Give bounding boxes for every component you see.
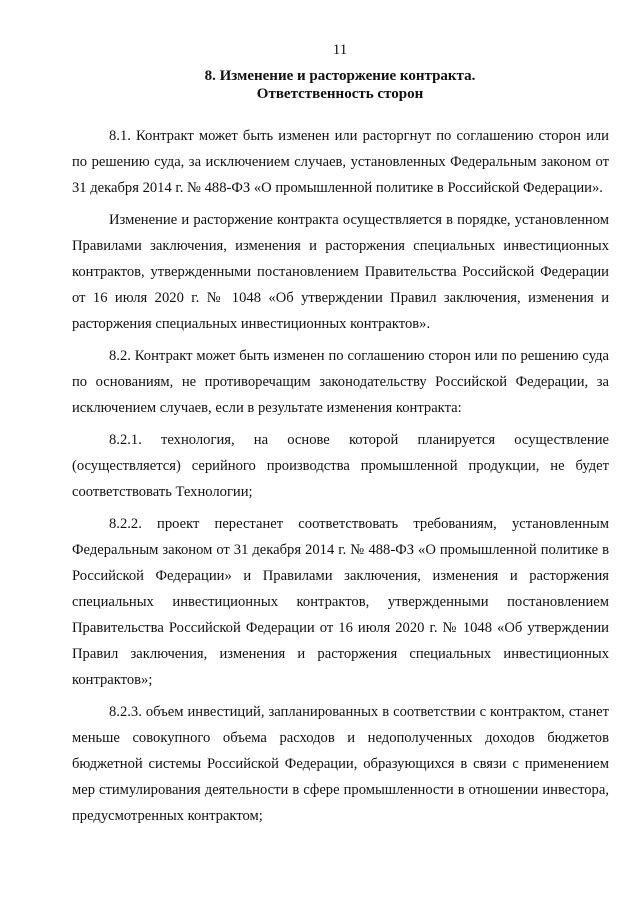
paragraph-8-2-3: 8.2.3. объем инвестиций, запланированных в соответствии с контрактом, станет меньше совокупного объема расходов и недополученных доходов бюджетов бюджетной системы Российской Федерации, образующихся в связи с применением мер стимулирования деятельности в сфере промышленности в отношении инвестора, предусмотренных контрактом; xyxy=(72,704,609,824)
section-body xyxy=(72,123,609,829)
section-title-line-1: 8. Изменение и расторжение контракта. xyxy=(204,68,476,84)
paragraph-8-2-1: 8.2.1. технология, на основе которой планируется осуществление (осуществляется) серийного производства промышленной продукции, не будет соответствовать Технологии; xyxy=(72,432,609,500)
section-heading xyxy=(0,67,640,103)
paragraph-change-procedure: Изменение и расторжение контракта осуществляется в порядке, установленном Правилами заключения, изменения и расторжения специальных инвестиционных контрактов, утвержденными постановлением Правительства Российской Федерации от 16 июля 2020 г. № 1048 «Об утверждении Правил заключения, изменения и расторжения специальных инвестиционных контрактов». xyxy=(72,212,609,332)
paragraph-8-2: 8.2. Контракт может быть изменен по соглашению сторон или по решению суда по основаниям, не противоречащим законодательству Российской Федерации, за исключением случаев, если в результате изменения контракта: xyxy=(72,348,609,416)
paragraph-8-2-2: 8.2.2. проект перестанет соответствовать требованиям, установленным Федеральным законом от 31 декабря 2014 г. № 488-ФЗ «О промышленной политике в Российской Федерации» и Правилами заключения, изменения и расторжения специальных инвестиционных контрактов, утвержденными постановлением Правительства Российской Федерации от 16 июля 2020 г. № 1048 «Об утверждении Правил заключения, изменения и расторжения специальных инвестиционных контрактов»; xyxy=(72,516,609,688)
section-title-line-2: Ответственность сторон xyxy=(256,86,424,102)
page-number: 11 xyxy=(332,42,348,58)
paragraph-8-1: 8.1. Контракт может быть изменен или расторгнут по соглашению сторон или по решению суда, за исключением случаев, установленных Федеральным законом от 31 декабря 2014 г. № 488-ФЗ «О промышленной политике в Российской Федерации». xyxy=(72,128,609,196)
